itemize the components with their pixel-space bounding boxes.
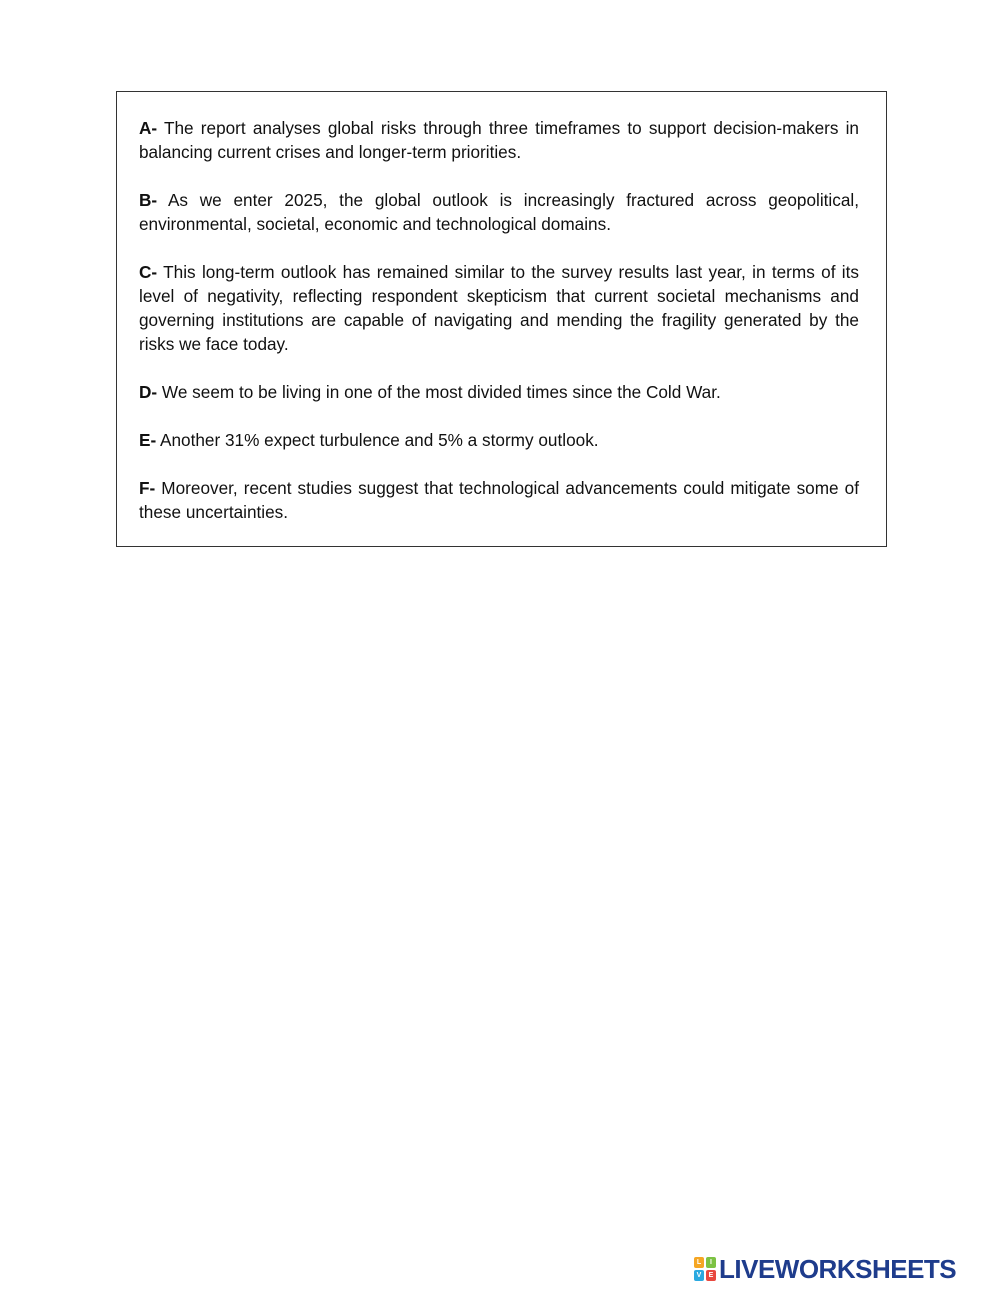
option-a-text: The report analyses global risks through three timeframes to support decision-makers in balancing current crises and longer-term priorities.: [139, 118, 859, 162]
option-c-letter: C-: [139, 262, 158, 282]
option-f: [139, 476, 859, 524]
sentence-options-box: [116, 91, 887, 547]
option-e-text: Another 31% expect turbulence and 5% a stormy outlook.: [160, 430, 599, 450]
option-b: [139, 188, 859, 236]
logo-block-v: V: [694, 1270, 704, 1281]
option-f-text: Moreover, recent studies suggest that technological advancements could mitigate some of these uncertainties.: [139, 478, 859, 522]
logo-block-l: L: [694, 1257, 704, 1268]
option-b-text: As we enter 2025, the global outlook is increasingly fractured across geopolitical, environmental, societal, economic and technological domains.: [139, 190, 859, 234]
option-c: [139, 260, 859, 356]
option-b-letter: B-: [139, 190, 158, 210]
option-e-letter: E-: [139, 430, 157, 450]
logo-wordmark: LIVEWORKSHEETS: [719, 1254, 957, 1284]
logo-block-i: I: [706, 1257, 716, 1268]
option-a-letter: A-: [139, 118, 158, 138]
liveworksheets-logo: [694, 1255, 956, 1283]
option-d-text: We seem to be living in one of the most divided times since the Cold War.: [161, 382, 721, 402]
option-a: [139, 116, 859, 164]
option-d: [139, 380, 859, 404]
logo-blocks-icon: [694, 1257, 716, 1281]
logo-block-e: E: [706, 1270, 716, 1281]
option-c-text: This long-term outlook has remained similar to the survey results last year, in terms of its level of negativity, reflecting respondent skepticism that current societal mechanisms and governing institutions are capable of navigating and mending the fragility generated by the risks we face today.: [139, 262, 859, 354]
option-e: [139, 428, 859, 452]
option-d-letter: D-: [139, 382, 158, 402]
option-f-letter: F-: [139, 478, 156, 498]
